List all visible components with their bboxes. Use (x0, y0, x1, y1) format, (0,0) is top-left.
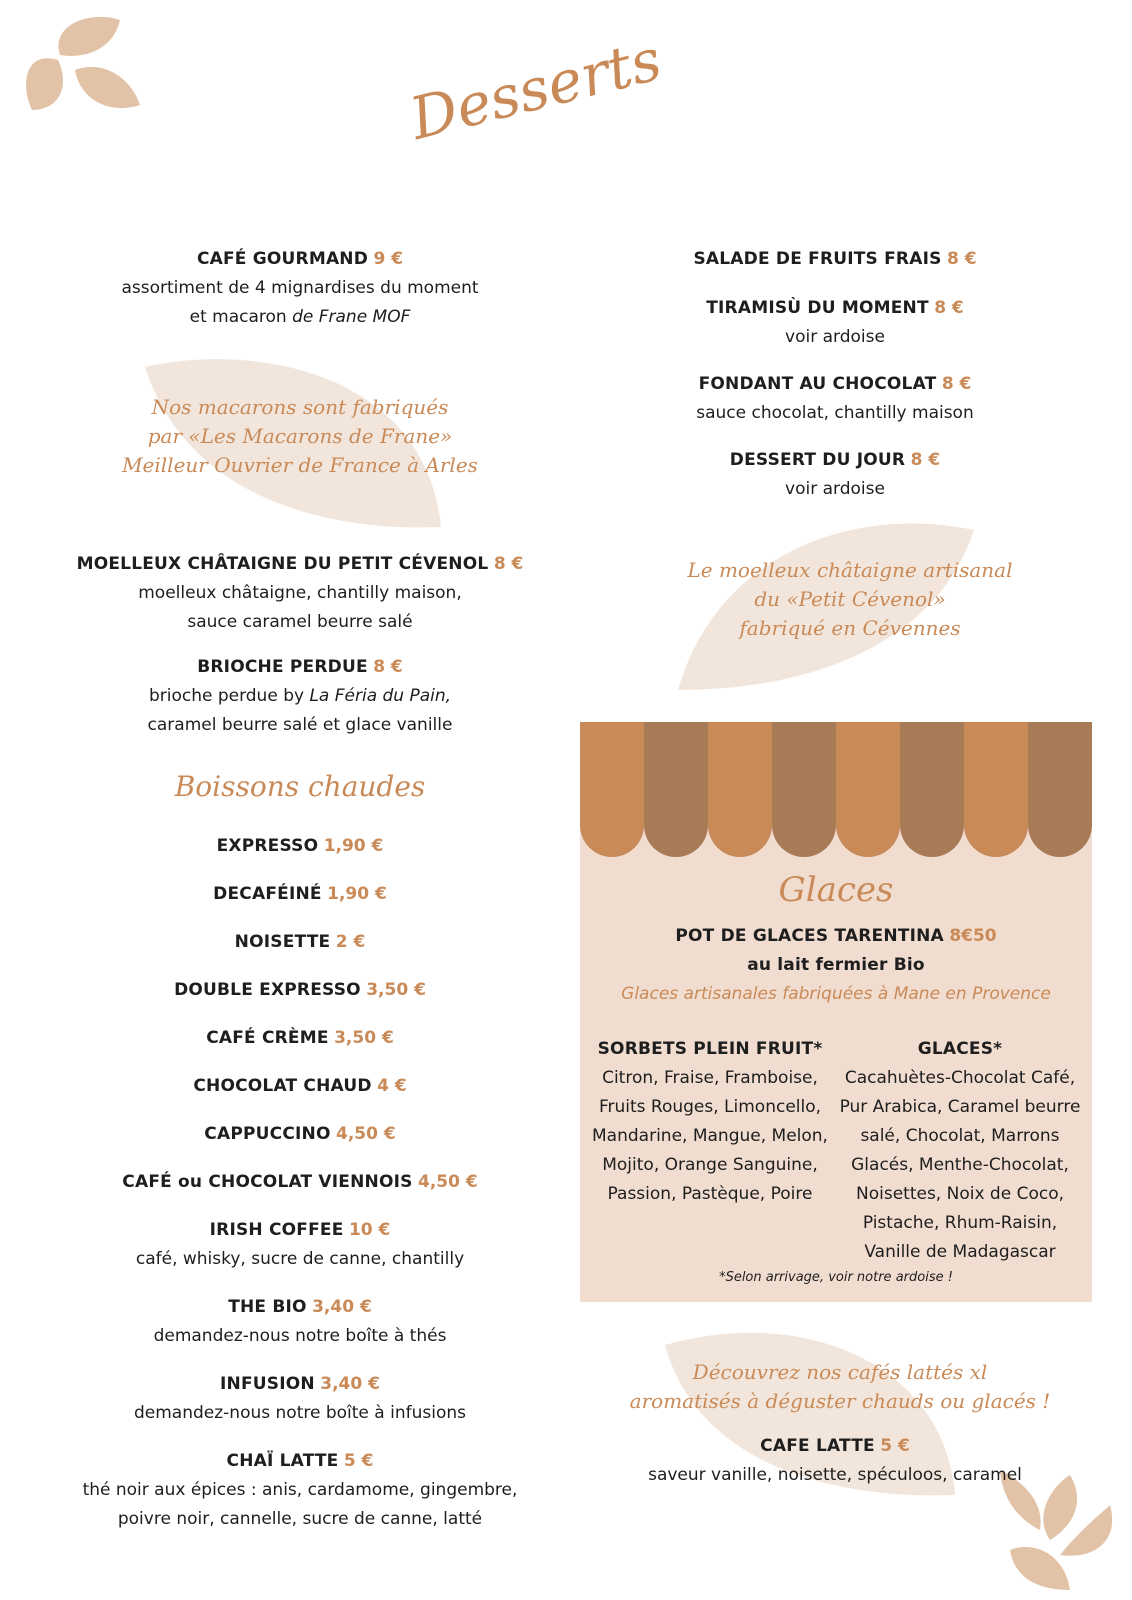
note-line: fabriqué en Cévennes (739, 616, 961, 640)
awning-stripe (1028, 722, 1092, 857)
list-line: Mojito, Orange Sanguine, (602, 1155, 818, 1175)
item-name: IRISH COFFEE (209, 1220, 344, 1240)
list-line: Fruits Rouges, Limoncello, (598, 1097, 822, 1117)
boisson-item (60, 1370, 540, 1428)
item-price: 4,50 € (336, 1124, 396, 1144)
boisson-item (60, 928, 540, 957)
chataigne-note (610, 556, 1090, 643)
item-name: MOELLEUX CHÂTAIGNE DU PETIT CÉVENOL (76, 554, 489, 574)
item-description: voir ardoise (785, 479, 885, 499)
item-price: 8 € (934, 298, 964, 318)
boisson-item (60, 1216, 540, 1274)
item-price: 3,50 € (366, 980, 426, 1000)
boisson-item (60, 1168, 540, 1197)
item-name: POT DE GLACES TARENTINA (675, 926, 944, 946)
list-line: salé, Chocolat, Marrons (860, 1126, 1060, 1146)
item-description: saveur vanille, noisette, spéculoos, caramel (648, 1465, 1022, 1485)
list-line: Citron, Fraise, Framboise, (602, 1068, 818, 1088)
list-line: Pistache, Rhum-Raisin, (862, 1213, 1058, 1233)
item-description: et macaron (189, 307, 293, 327)
item-price: 8€50 (949, 926, 997, 946)
item-name: NOISETTE (234, 932, 331, 952)
glaces-footnote: *Selon arrivage, voir notre ardoise ! (719, 1270, 953, 1285)
item-description: caramel beurre salé et glace vanille (147, 715, 453, 735)
pot-glaces (580, 922, 1092, 1009)
list-line: Noisettes, Noix de Coco, (856, 1184, 1064, 1204)
list-line: Glacés, Menthe-Chocolat, (851, 1155, 1069, 1175)
glaces-list (835, 1035, 1085, 1267)
item-description: demandez-nous notre boîte à infusions (134, 1403, 466, 1423)
item-name: INFUSION (220, 1374, 315, 1394)
glaces-title: Glaces (778, 870, 894, 910)
boisson-item (60, 832, 540, 861)
item-name: DECAFÉINÉ (213, 884, 322, 904)
item-description: poivre noir, cannelle, sucre de canne, latté (117, 1509, 483, 1529)
dessert-du-jour (590, 446, 1080, 504)
awning-stripe (644, 722, 708, 857)
item-description: voir ardoise (785, 327, 885, 347)
dessert-moelleux-chataigne (60, 550, 540, 637)
item-name: CAFÉ CRÈME (206, 1028, 329, 1048)
note-line: Nos macarons sont fabriqués (151, 395, 449, 419)
dessert-cafe-gourmand (60, 245, 540, 332)
item-price: 9 € (373, 249, 404, 269)
note-line: Le moelleux châtaigne artisanal (687, 558, 1013, 582)
list-line: Mandarine, Mangue, Melon, (592, 1126, 828, 1146)
boisson-item (60, 1024, 540, 1053)
list-line: Vanille de Madagascar (864, 1242, 1056, 1262)
awning-stripe (964, 722, 1028, 857)
note-line: du «Petit Cévenol» (754, 587, 946, 611)
item-description: moelleux châtaigne, chantilly maison, (138, 583, 462, 603)
note-line: par «Les Macarons de Frane» (147, 424, 453, 448)
item-subtitle: au lait fermier Bio (747, 955, 925, 975)
leaf-cluster-top-icon (20, 15, 150, 130)
boisson-item (60, 1447, 540, 1534)
item-name: CHOCOLAT CHAUD (193, 1076, 372, 1096)
dessert-salade-fruits (590, 245, 1080, 274)
item-note: Glaces artisanales fabriquées à Mane en Provence (621, 984, 1051, 1004)
sorbets-list (590, 1035, 830, 1209)
dessert-tiramisu (590, 294, 1080, 352)
macarons-note (60, 393, 540, 480)
item-name: CAFE LATTE (760, 1436, 875, 1456)
item-description: thé noir aux épices : anis, cardamome, gingembre, (82, 1480, 518, 1500)
item-price: 3,40 € (312, 1297, 372, 1317)
item-description: sauce chocolat, chantilly maison (696, 403, 974, 423)
item-description: sauce caramel beurre salé (187, 612, 413, 632)
list-line: Passion, Pastèque, Poire (607, 1184, 813, 1204)
awning-stripe (708, 722, 772, 857)
page-title: Desserts (403, 25, 668, 154)
item-price: 1,90 € (327, 884, 387, 904)
item-price: 5 € (343, 1451, 374, 1471)
item-name: CAFÉ GOURMAND (196, 249, 369, 269)
list-title: GLACES* (917, 1039, 1003, 1059)
awning-stripe (836, 722, 900, 857)
note-line: Découvrez nos cafés lattés xl (692, 1360, 988, 1384)
cafe-latte (590, 1432, 1080, 1490)
item-name: THE BIO (228, 1297, 307, 1317)
item-name: TIRAMISÙ DU MOMENT (706, 298, 929, 318)
note-line: aromatisés à déguster chauds ou glacés ! (629, 1389, 1051, 1413)
item-name: CHAÏ LATTE (226, 1451, 339, 1471)
boisson-item (60, 1293, 540, 1351)
list-title: SORBETS PLEIN FRUIT* (597, 1039, 823, 1059)
item-name: CAPPUCCINO (204, 1124, 331, 1144)
item-name: DOUBLE EXPRESSO (174, 980, 361, 1000)
item-name: DESSERT DU JOUR (729, 450, 906, 470)
item-name: SALADE DE FRUITS FRAIS (693, 249, 942, 269)
item-price: 8 € (946, 249, 977, 269)
item-name: FONDANT AU CHOCOLAT (698, 374, 937, 394)
item-price: 3,40 € (320, 1374, 380, 1394)
boisson-item (60, 1072, 540, 1101)
awning-stripe (900, 722, 964, 857)
item-description-em: de Frane MOF (292, 307, 411, 327)
item-description: demandez-nous notre boîte à thés (153, 1326, 447, 1346)
item-price: 8 € (941, 374, 972, 394)
item-price: 4 € (377, 1076, 407, 1096)
item-description-em: La Féria du Pain, (309, 686, 452, 706)
boisson-item (60, 880, 540, 909)
dessert-fondant (590, 370, 1080, 428)
note-line: Meilleur Ouvrier de France à Arles (122, 453, 478, 477)
dessert-brioche-perdue (60, 653, 540, 740)
boissons-title: Boissons chaudes (174, 770, 426, 803)
item-price: 4,50 € (418, 1172, 478, 1192)
awning-stripe (772, 722, 836, 857)
item-description: café, whisky, sucre de canne, chantilly (135, 1249, 465, 1269)
item-name: EXPRESSO (216, 836, 319, 856)
item-price: 1,90 € (323, 836, 384, 856)
item-description: assortiment de 4 mignardises du moment (121, 278, 479, 298)
item-price: 5 € (880, 1436, 910, 1456)
item-price: 8 € (373, 657, 403, 677)
item-price: 3,50 € (334, 1028, 394, 1048)
item-name: BRIOCHE PERDUE (197, 657, 368, 677)
boisson-item (60, 976, 540, 1005)
item-price: 2 € (335, 932, 366, 952)
latte-note (590, 1358, 1090, 1416)
item-description: brioche perdue by (148, 686, 310, 706)
boisson-item (60, 1120, 540, 1149)
list-line: Pur Arabica, Caramel beurre (839, 1097, 1081, 1117)
item-price: 8 € (493, 554, 524, 574)
item-price: 8 € (910, 450, 941, 470)
awning-stripe (580, 722, 644, 857)
item-price: 10 € (348, 1220, 391, 1240)
list-line: Cacahuètes-Chocolat Café, (844, 1068, 1076, 1088)
item-name: CAFÉ ou CHOCOLAT VIENNOIS (122, 1172, 413, 1192)
